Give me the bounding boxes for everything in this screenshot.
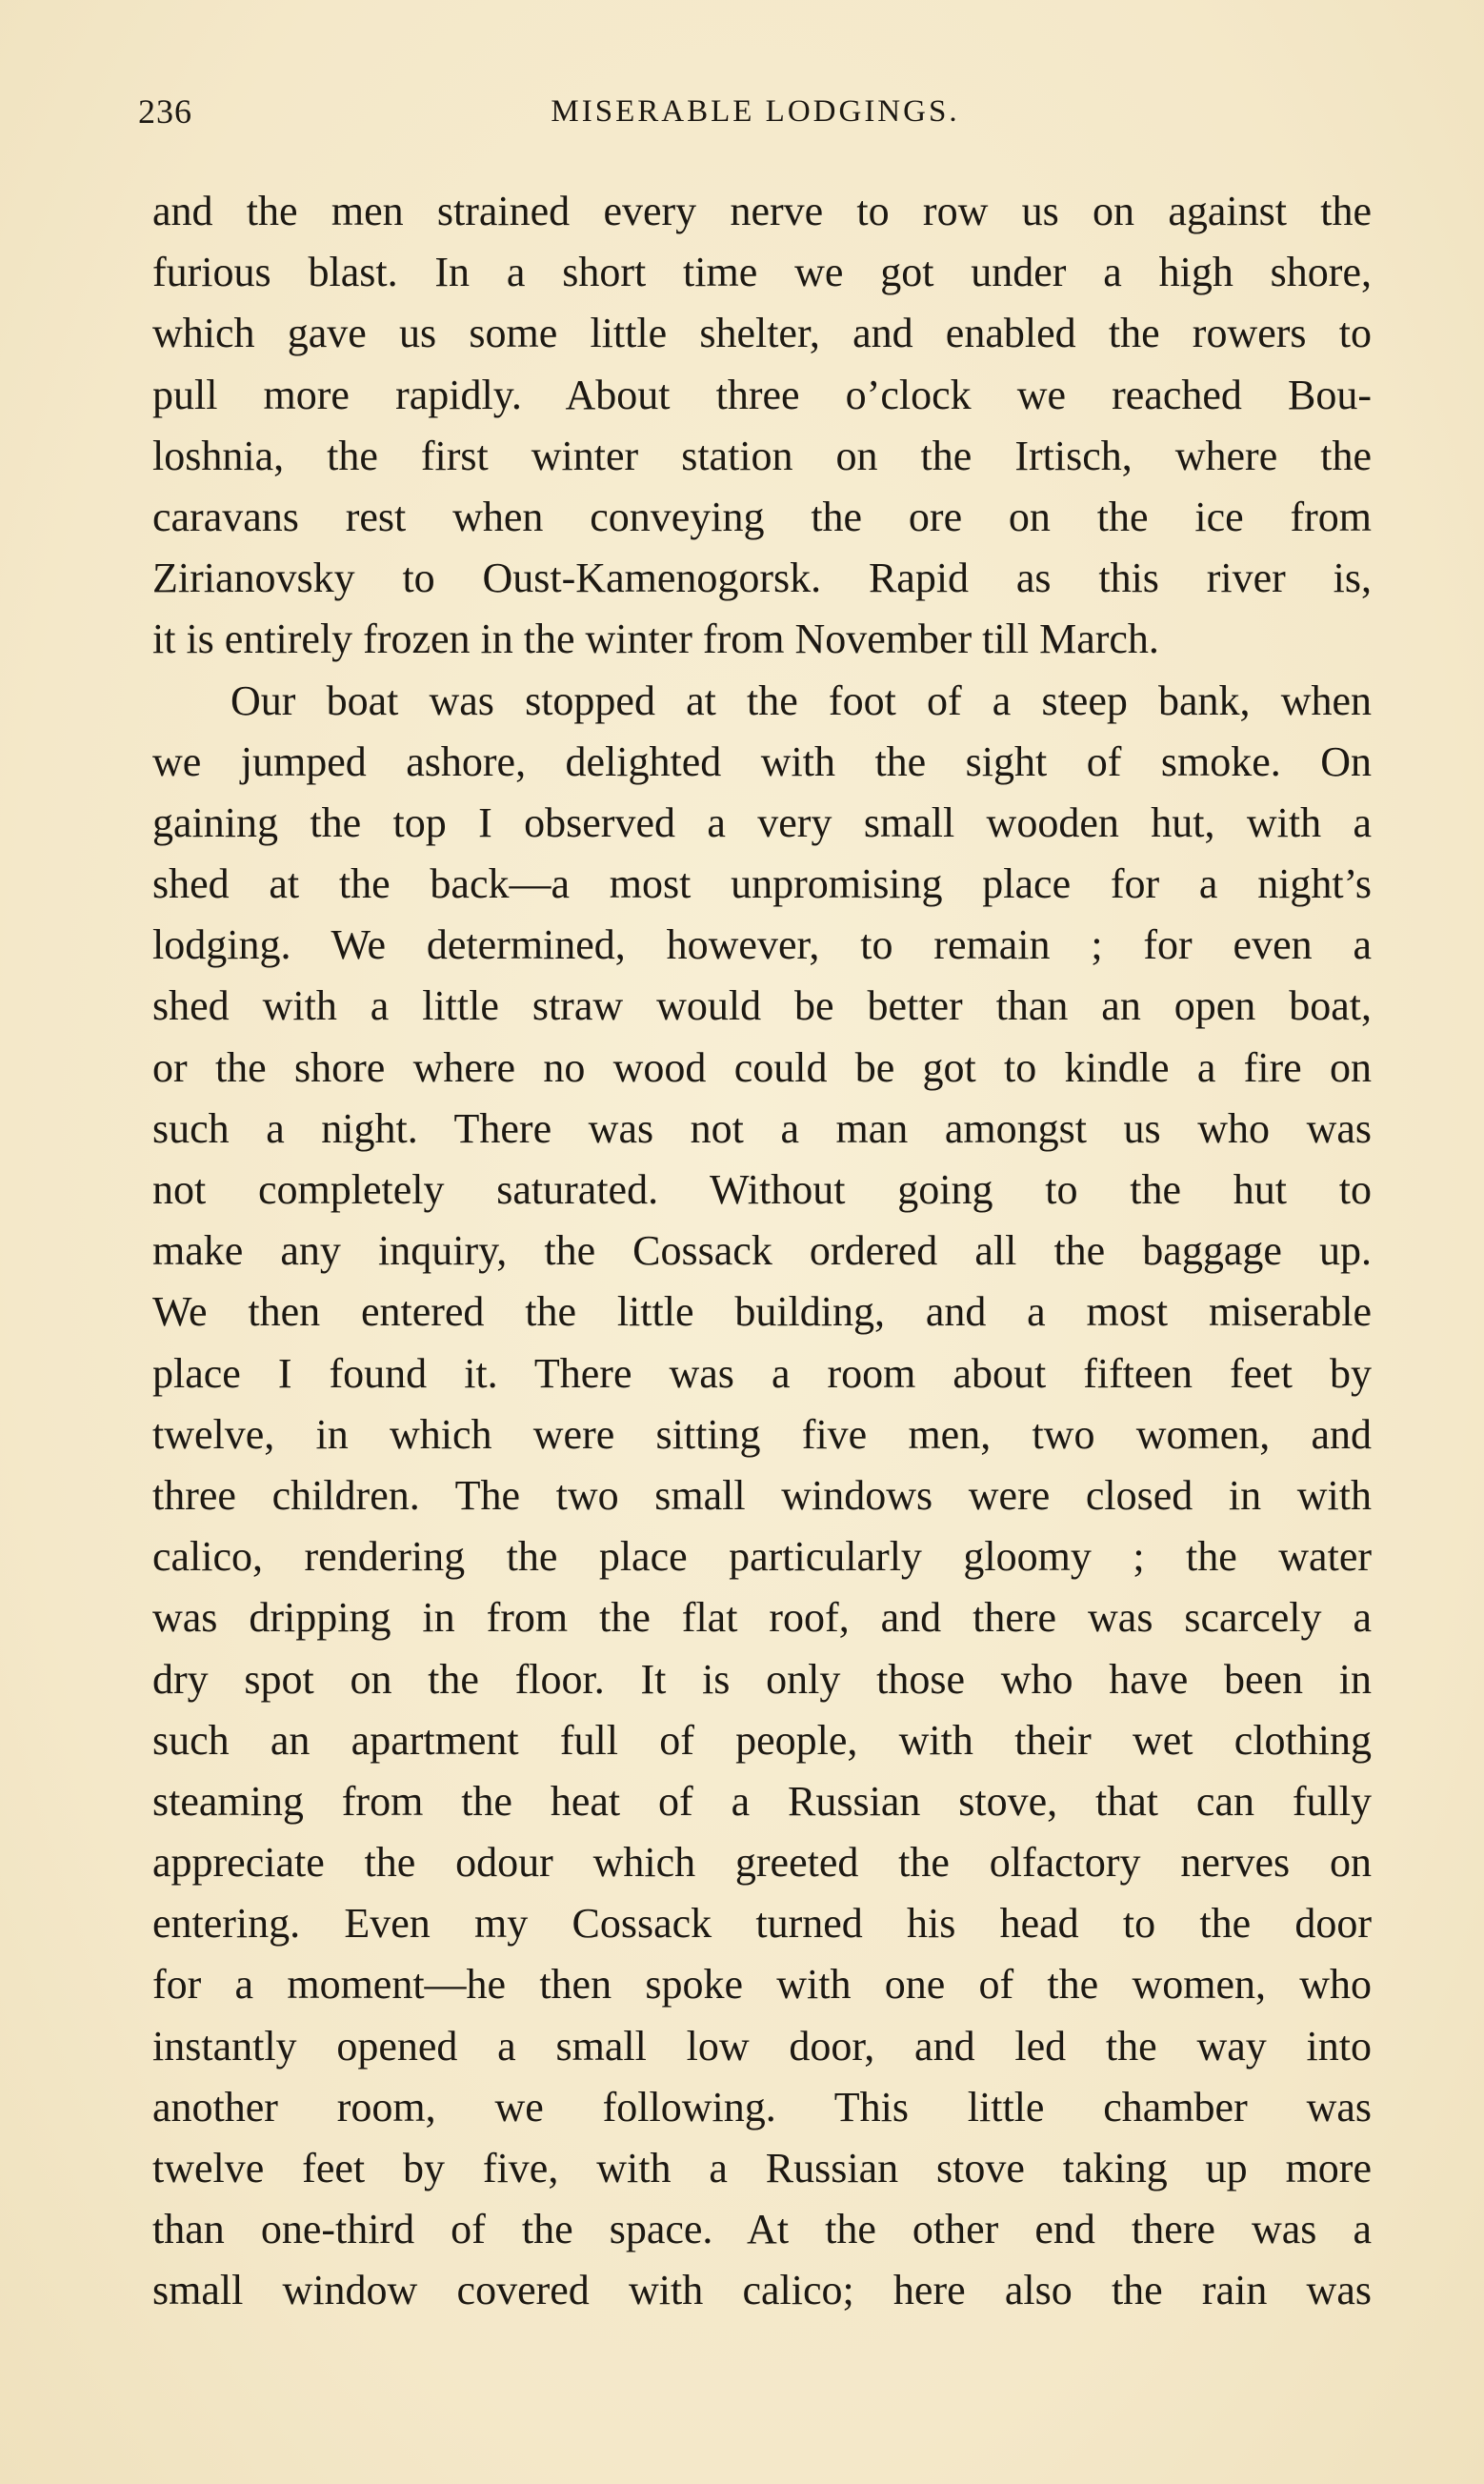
text-line: entering. Even my Cossack turned his head to the door (152, 1900, 1372, 1948)
text-line: caravans rest when conveying the ore on the ice from (152, 493, 1372, 540)
text-line: instantly opened a small low door, and led the way into (152, 2022, 1372, 2070)
text-line: another room, we following. This little chamber was (152, 2083, 1372, 2131)
text-line: pull more rapidly. About three o’clock we reached Bou- (152, 371, 1372, 418)
text-line: which gave us some little shelter, and enabled the rowers to (152, 310, 1372, 357)
page-number: 236 (138, 92, 192, 131)
text-line: steaming from the heat of a Russian stove, that can fully (152, 1777, 1372, 1825)
running-head: MISERABLE LODGINGS. (551, 94, 960, 129)
text-line: and the men strained every nerve to row us on against the (152, 188, 1372, 234)
text-line: We then entered the little building, and a most miserable (152, 1288, 1372, 1336)
text-line: shed at the back—a most unpromising place for a night’s (152, 860, 1372, 908)
text-line: three children. The two small windows were closed in with (152, 1471, 1372, 1519)
text-line: twelve feet by five, with a Russian stove taking up more (152, 2145, 1372, 2191)
text-line: we jumped ashore, delighted with the sight of smoke. On (152, 737, 1372, 785)
text-line: furious blast. In a short time we got under a high shore, (152, 249, 1372, 296)
text-line: place I found it. There was a room about fifteen feet by (152, 1349, 1372, 1397)
text-line: Zirianovsky to Oust-Kamenogorsk. Rapid as this river is, (152, 555, 1372, 602)
page-header (138, 88, 1373, 135)
body-text (152, 181, 1372, 2322)
text-line: small window covered with calico; here also the rain was (152, 2267, 1372, 2314)
text-line: loshnia, the first winter station on the Irtisch, where the (152, 432, 1372, 479)
text-line: lodging. We determined, however, to remain ; for even a (152, 921, 1372, 969)
text-line: such a night. There was not a man amongst us who was (152, 1104, 1372, 1152)
text-line: than one-third of the space. At the other end there was a (152, 2206, 1372, 2253)
text-line: it is entirely frozen in the winter from November till March. (152, 616, 1159, 663)
text-line: make any inquiry, the Cossack ordered all the baggage up. (152, 1227, 1372, 1275)
text-line: or the shore where no wood could be got to kindle a fire on (152, 1043, 1372, 1091)
text-line: not completely saturated. Without going to the hut to (152, 1166, 1372, 1213)
text-line: was dripping in from the flat roof, and there was scarcely a (152, 1594, 1372, 1642)
text-line: shed with a little straw would be better than an open boat, (152, 982, 1372, 1030)
text-line: twelve, in which were sitting five men, two women, and (152, 1410, 1372, 1458)
text-line: dry spot on the floor. It is only those who have been in (152, 1655, 1372, 1703)
text-line: Our boat was stopped at the foot of a steep bank, when (231, 677, 1372, 724)
text-line: calico, rendering the place particularly gloomy ; the water (152, 1533, 1372, 1581)
text-line: appreciate the odour which greeted the olfactory nerves on (152, 1839, 1372, 1887)
text-line: such an apartment full of people, with their wet clothing (152, 1716, 1372, 1764)
text-line: gaining the top I observed a very small wooden hut, with a (152, 798, 1372, 846)
text-line: for a moment—he then spoke with one of the women, who (152, 1961, 1372, 2009)
